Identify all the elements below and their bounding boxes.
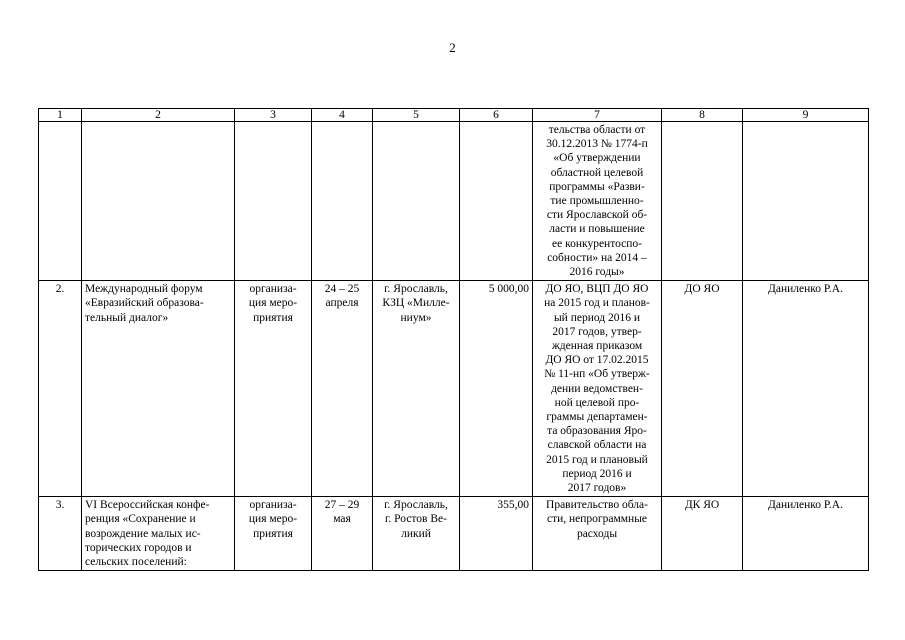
cell-date-line: 27 – 29 xyxy=(324,499,360,512)
cell-funding-source-line: 2015 год и плановый xyxy=(546,453,648,466)
cell-event-name-line: тельный диалог» xyxy=(85,311,169,324)
col-header: 8 xyxy=(662,109,743,122)
col-header: 1 xyxy=(39,109,82,122)
cell-event-type xyxy=(235,281,312,497)
col-header: 6 xyxy=(460,109,533,122)
cell-event-type xyxy=(235,497,312,571)
cell-event-type-line: ция меро- xyxy=(248,297,298,310)
col-header: 4 xyxy=(312,109,373,122)
cell-funding-source-line: ной целевой про- xyxy=(554,396,640,409)
cell-event-type xyxy=(235,122,312,281)
cell-organization xyxy=(662,497,743,571)
cell-responsible xyxy=(743,122,869,281)
cell-funding-source-line: период 2016 и xyxy=(562,467,632,480)
cell-funding-source-line: «Об утверждении xyxy=(553,152,641,165)
cell-event-name xyxy=(82,497,235,571)
cell-funding-source-line: ДО ЯО, ВЦП ДО ЯО xyxy=(545,283,649,296)
cell-amount xyxy=(460,281,533,497)
page-number: 2 xyxy=(449,40,456,55)
cell-funding-source-line: 2017 годов, утвер- xyxy=(552,325,642,338)
table-row xyxy=(39,122,869,281)
cell-funding-source-line: тельства области от xyxy=(548,124,646,136)
cell-amount-text: 5 000,00 xyxy=(488,283,529,296)
cell-event-name-line: возрождение малых ис- xyxy=(85,527,201,540)
cell-funding-source-line: сти Ярославской об- xyxy=(546,209,648,222)
cell-funding-source-line: Правительство обла- xyxy=(546,499,648,512)
cell-place xyxy=(373,122,460,281)
cell-funding-source-line: 2017 годов» xyxy=(567,482,627,495)
cell-organization xyxy=(662,281,743,497)
cell-event-name-line: Международный форум xyxy=(85,283,203,296)
cell-event-name-line: «Евразийский образова- xyxy=(85,297,204,310)
cell-funding-source-line: та образования Яро- xyxy=(547,425,647,438)
cell-date-line: 24 – 25 xyxy=(324,283,360,296)
cell-event-type-line: организа- xyxy=(249,283,297,296)
col-header: 2 xyxy=(82,109,235,122)
cell-amount-text: 355,00 xyxy=(497,499,529,512)
table-row xyxy=(39,497,869,571)
cell-funding-source-line: расходы xyxy=(576,527,618,540)
cell-funding-source-line: на 2015 год и планов- xyxy=(544,297,650,310)
cell-funding-source-line: 30.12.2013 № 1774-п xyxy=(546,138,648,151)
cell-funding-source-line: ее конкурентоспо- xyxy=(552,237,642,250)
cell-responsible xyxy=(743,497,869,571)
cell-place-line: г. Ярославль, xyxy=(384,283,448,296)
cell-funding-source xyxy=(533,281,662,497)
cell-funding-source-line: № 11-нп «Об утверж- xyxy=(544,368,650,381)
cell-event-name-line: торических городов и xyxy=(85,541,192,554)
cell-number-text: 2. xyxy=(55,283,65,296)
cell-funding-source-line: областной целевой xyxy=(550,166,644,179)
cell-funding-source-line: жденная приказом xyxy=(551,340,643,353)
cell-date-line: мая xyxy=(333,513,351,526)
table-row xyxy=(39,281,869,497)
col-header: 3 xyxy=(235,109,312,122)
cell-date xyxy=(312,497,373,571)
cell-event-name xyxy=(82,281,235,497)
cell-funding-source xyxy=(533,122,662,281)
cell-responsible xyxy=(743,281,869,497)
cell-place xyxy=(373,497,460,571)
cell-number xyxy=(39,281,82,497)
cell-funding-source-line: ласти и повышение xyxy=(549,223,645,236)
cell-date-line: апреля xyxy=(325,297,359,310)
cell-organization-text: ДК ЯО xyxy=(684,499,720,512)
cell-date xyxy=(312,122,373,281)
cell-funding-source-line: сти, непрограммные xyxy=(546,513,648,526)
cell-funding-source xyxy=(533,497,662,571)
cell-place-line: ниум» xyxy=(400,311,432,324)
events-table xyxy=(38,108,869,571)
cell-funding-source-line: программы «Разви- xyxy=(549,180,645,193)
cell-event-name-line: сельских поселений: xyxy=(85,556,187,569)
header-row xyxy=(39,109,869,122)
cell-number xyxy=(39,497,82,571)
cell-event-name-line: VI Всероссийская конфе- xyxy=(85,499,210,512)
col-header: 5 xyxy=(373,109,460,122)
cell-funding-source-line: ДО ЯО от 17.02.2015 xyxy=(545,354,649,367)
cell-date xyxy=(312,281,373,497)
cell-event-type-line: приятия xyxy=(253,527,293,540)
cell-funding-source-line: собности» на 2014 – xyxy=(547,251,647,264)
cell-funding-source-line: тие промышленно- xyxy=(550,195,644,208)
cell-funding-source-line: дении ведомствен- xyxy=(551,382,643,395)
cell-event-name-line: ренция «Сохранение и xyxy=(85,513,196,526)
cell-organization xyxy=(662,122,743,281)
cell-funding-source-line: ый период 2016 и xyxy=(553,311,641,324)
cell-amount xyxy=(460,497,533,571)
cell-number-text: 3. xyxy=(55,499,65,512)
cell-place-line: г. Ростов Ве- xyxy=(385,513,447,526)
cell-place-line: КЗЦ «Милле- xyxy=(382,297,450,310)
cell-organization-text: ДО ЯО xyxy=(684,283,720,296)
cell-place xyxy=(373,281,460,497)
col-header: 9 xyxy=(743,109,869,122)
cell-funding-source-line: граммы департамен- xyxy=(546,411,648,424)
cell-place-line: г. Ярославль, xyxy=(384,499,448,512)
cell-responsible-text: Даниленко Р.А. xyxy=(768,499,843,512)
cell-amount xyxy=(460,122,533,281)
cell-number xyxy=(39,122,82,281)
cell-event-type-line: приятия xyxy=(253,311,293,324)
col-header: 7 xyxy=(533,109,662,122)
cell-funding-source-line: 2016 годы» xyxy=(569,266,625,279)
cell-funding-source-line: славской области на xyxy=(547,439,647,452)
cell-event-type-line: ция меро- xyxy=(248,513,298,526)
cell-event-type-line: организа- xyxy=(249,499,297,512)
cell-responsible-text: Даниленко Р.А. xyxy=(768,283,843,296)
cell-event-name xyxy=(82,122,235,281)
cell-place-line: ликий xyxy=(401,527,431,540)
